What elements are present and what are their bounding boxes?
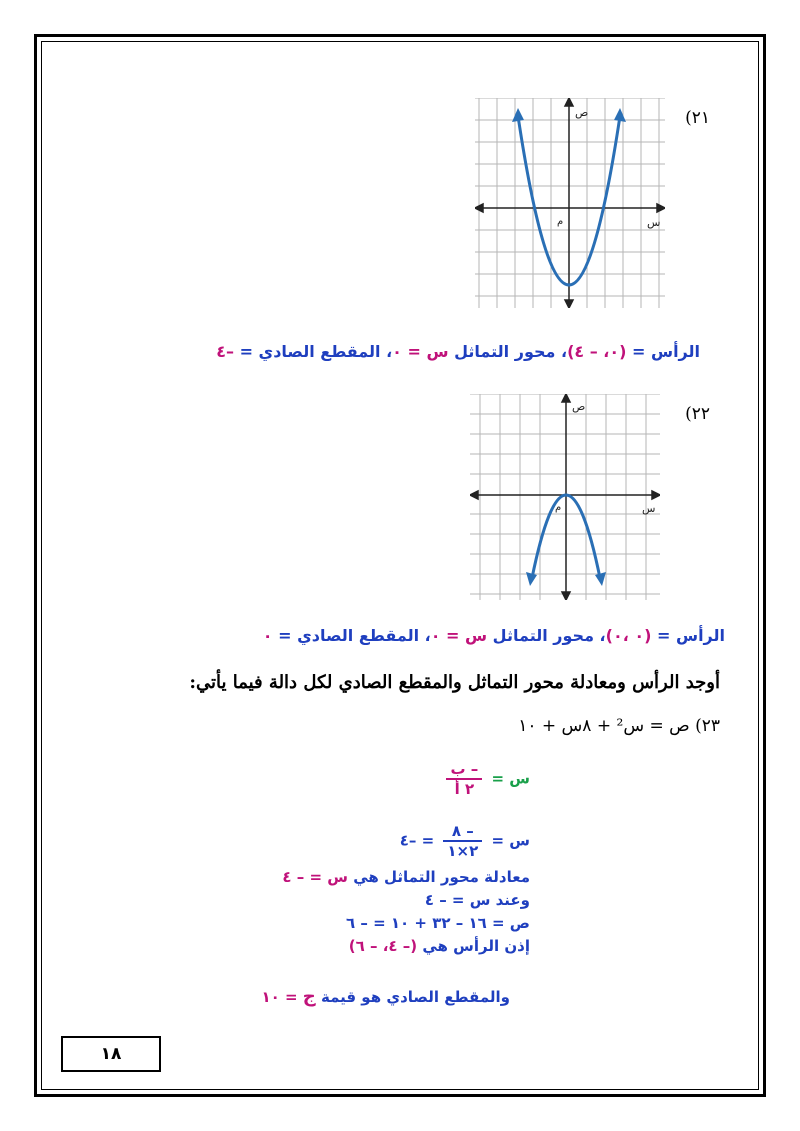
page-number: ١٨ <box>100 1044 122 1064</box>
y-axis-label: ص <box>575 106 589 119</box>
yint-variable: ج <box>302 986 316 1007</box>
answer-22-yint-label: ، المقطع الصادي = <box>272 626 431 645</box>
x-axis-label: س <box>647 216 661 229</box>
step2-denominator: ٢×١ <box>447 842 479 860</box>
step2-result: = –٤ <box>399 831 440 850</box>
problem-23-number: ٢٣) <box>695 716 720 736</box>
vertex-text: إذن الرأس هي <box>417 937 530 955</box>
formula-axis <box>442 760 530 798</box>
answer-22-vertex-label: الرأس = <box>651 626 725 645</box>
problem-23 <box>518 716 720 736</box>
curve-arrow-right <box>614 108 626 122</box>
axis-equation-line <box>282 868 530 886</box>
curve-arrow-left <box>512 108 524 122</box>
formula-denominator: ٢ أ <box>454 780 475 798</box>
graph-grid <box>475 98 665 308</box>
answer-21 <box>216 342 700 361</box>
answer-21-vertex-value: (٠، – ٤) <box>567 342 627 361</box>
formula-numerator: – ب <box>446 760 482 780</box>
graph-problem-22 <box>470 394 660 600</box>
formula-lhs: س = <box>486 769 530 788</box>
problem-23-equation: ص = س² + ٨س + ١٠ <box>518 716 690 736</box>
answer-22-axis-label: ، محور التماثل <box>487 626 606 645</box>
yint-value: = ١٠ <box>261 988 303 1006</box>
problem-22-number: (٢٢ <box>685 404 710 424</box>
step-substitution <box>400 822 530 860</box>
instruction-heading: أوجد الرأس ومعادلة محور التماثل والمقطع الصادي لكل دالة فيما يأتي: <box>189 672 720 693</box>
problem-21-number: (٢١ <box>685 108 710 128</box>
formula-fraction <box>446 760 482 798</box>
axis-text: معادلة محور التماثل هي <box>347 868 530 886</box>
answer-21-vertex-label: الرأس = <box>626 342 700 361</box>
y-intercept-line <box>261 986 510 1007</box>
step2-numerator: – ٨ <box>443 822 482 842</box>
x-axis-label: س <box>642 502 656 515</box>
step2-fraction <box>443 822 482 860</box>
axis-value: س = – ٤ <box>282 868 348 886</box>
graph-axes <box>475 98 665 308</box>
answer-22-axis-value: س = ٠ <box>430 626 488 645</box>
page-number-box <box>61 1036 161 1072</box>
answer-22-vertex-value: (٠ ،٠) <box>605 626 652 645</box>
answer-22 <box>263 626 725 645</box>
when-x-line: وعند س = – ٤ <box>424 891 530 909</box>
step2-lhs: س = <box>486 831 530 850</box>
answer-21-axis-label: ، محور التماثل <box>448 342 568 361</box>
yint-text: والمقطع الصادي هو قيمة <box>315 988 510 1006</box>
graph-grid <box>470 394 660 600</box>
vertex-value: (– ٤، – ٦) <box>348 937 418 955</box>
graph-axes <box>470 394 660 600</box>
graph-problem-21 <box>475 98 665 308</box>
answer-21-axis-value: س = ٠ <box>392 342 449 361</box>
answer-21-yint-value: –٤ <box>216 342 234 361</box>
answer-21-yint-label: ، المقطع الصادي = <box>234 342 393 361</box>
origin-label: م <box>555 502 562 513</box>
y-calculation-line: ص = ١٦ – ٣٢ + ١٠ = – ٦ <box>345 914 530 932</box>
origin-label: م <box>557 216 564 227</box>
answer-22-yint-value: ٠ <box>262 626 273 645</box>
y-axis-label: ص <box>572 400 586 413</box>
vertex-line <box>349 937 530 955</box>
